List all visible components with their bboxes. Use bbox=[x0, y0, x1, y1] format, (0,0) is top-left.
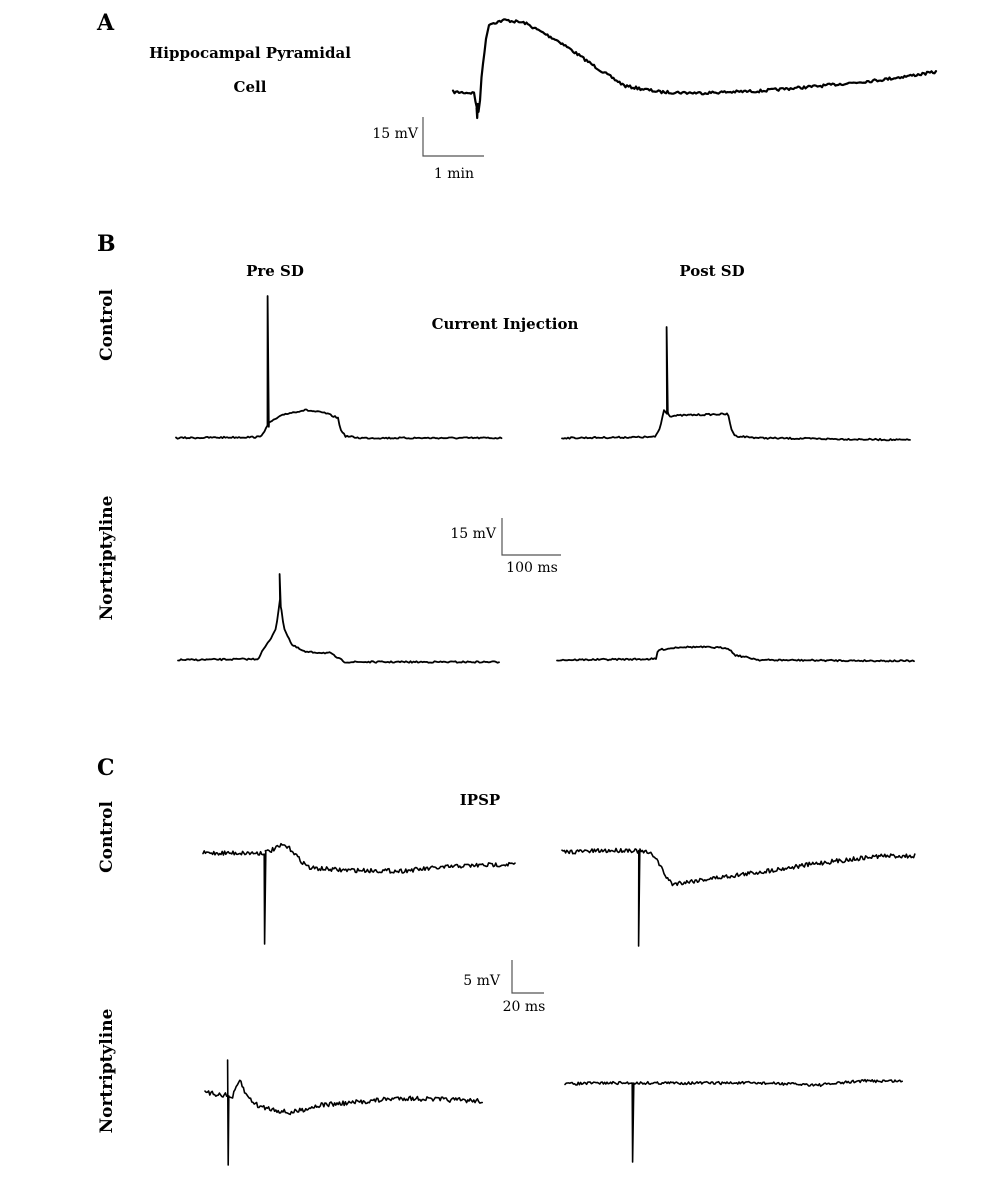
panel-b-scale-time: 100 ms bbox=[506, 560, 558, 576]
panel-c-letter: C bbox=[97, 755, 115, 781]
panel-b-row-control: Control bbox=[97, 289, 117, 361]
panel-a-letter: A bbox=[97, 10, 115, 36]
ipsp-nortriptyline-pre bbox=[205, 1060, 482, 1165]
panel-a-scalebar-lines bbox=[423, 117, 484, 156]
ipsp-control-post bbox=[562, 849, 915, 947]
ipsp-control-pre bbox=[203, 844, 515, 944]
panel-c bbox=[97, 755, 915, 1165]
panel-a-title-line2: Cell bbox=[233, 78, 267, 96]
panel-c-scale-time: 20 ms bbox=[502, 999, 546, 1015]
panel-c-row-drug: Nortriptyline bbox=[97, 1008, 117, 1134]
panel-b-scale-voltage: 15 mV bbox=[450, 526, 496, 542]
panel-b-row-drug: Nortriptyline bbox=[97, 495, 117, 621]
panel-c-scale-voltage: 5 mV bbox=[463, 973, 500, 989]
panel-a-scalebar bbox=[372, 117, 484, 182]
trace-nortriptyline-post-sd bbox=[557, 646, 914, 661]
panel-a-scale-voltage: 15 mV bbox=[372, 126, 418, 142]
panel-b-center-title: Current Injection bbox=[431, 315, 579, 333]
panel-b-letter: B bbox=[97, 231, 116, 257]
panel-c-row-control: Control bbox=[97, 801, 117, 873]
trace-control-post-sd bbox=[562, 327, 910, 440]
panel-a-scale-time: 1 min bbox=[433, 166, 475, 182]
panel-b-col-post: Post SD bbox=[679, 262, 745, 280]
panel-a bbox=[96, 10, 936, 182]
panel-b bbox=[97, 231, 914, 663]
panel-c-center-title: IPSP bbox=[459, 791, 501, 809]
panel-b-scalebar-lines bbox=[502, 518, 561, 555]
panel-b-col-pre: Pre SD bbox=[246, 262, 304, 280]
panel-b-scalebar bbox=[450, 518, 561, 576]
panel-a-title-line1: Hippocampal Pyramidal bbox=[149, 44, 351, 62]
sd-trace bbox=[453, 19, 936, 118]
trace-nortriptyline-pre-sd bbox=[178, 574, 499, 663]
panel-c-scalebar bbox=[463, 960, 545, 1015]
ipsp-nortriptyline-post bbox=[565, 1080, 902, 1162]
panel-c-scalebar-lines bbox=[512, 960, 544, 993]
